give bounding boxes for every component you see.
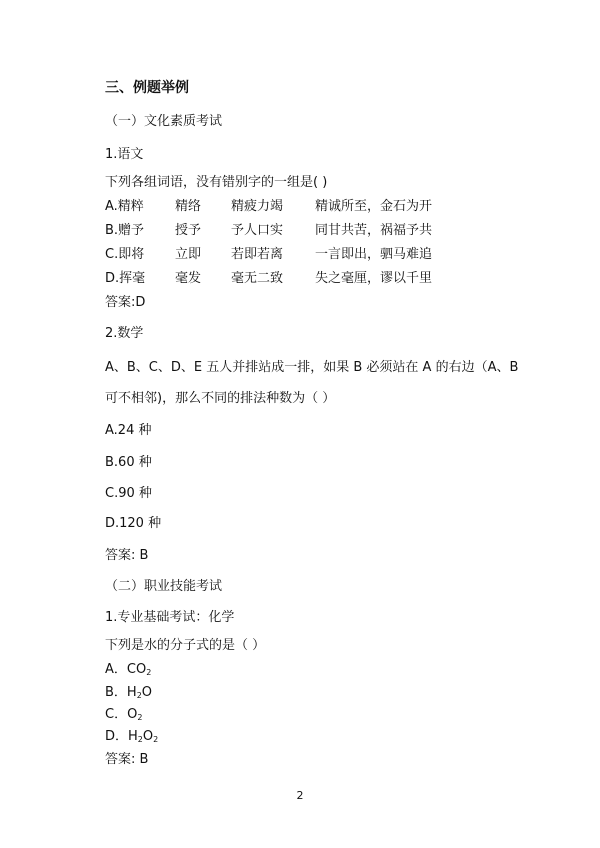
option-cell: 失之毫厘，谬以千里 <box>315 271 433 286</box>
option-cell: 精疲力竭 <box>231 199 284 214</box>
option-cell: 予人口实 <box>231 223 284 238</box>
option-cell: 精诚所至，金石为开 <box>315 199 433 214</box>
chemistry-option: C．$O_2$ <box>105 707 143 722</box>
subsection-title-skills: （二）职业技能考试 <box>105 579 223 594</box>
chemistry-question: 下列是水的分子式的是（ ） <box>105 638 266 653</box>
option-cell: A.精粹 <box>105 199 144 214</box>
option-cell: 毫无二致 <box>231 271 284 286</box>
chemistry-title: 1.专业基础考试：化学 <box>105 610 235 625</box>
chemistry-option: B．$H_2O$ <box>105 685 153 700</box>
math-option: D.120 种 <box>105 516 162 531</box>
chinese-title: 1.语文 <box>105 147 144 162</box>
option-cell: 精络 <box>175 199 202 214</box>
option-cell: 毫发 <box>175 271 202 286</box>
option-cell: 一言即出，驷马难追 <box>315 247 433 262</box>
subsection-title-culture: （一）文化素质考试 <box>105 114 223 129</box>
math-option: B.60 种 <box>105 455 152 470</box>
option-cell: C.即将 <box>105 247 145 262</box>
math-option: A.24 种 <box>105 423 152 438</box>
option-cell: 立即 <box>175 247 202 262</box>
math-answer: 答案: B <box>105 548 149 563</box>
math-option: C.90 种 <box>105 486 152 501</box>
math-question-line1: A、B、C、D、E 五人并排站成一排，如果 B 必须站在 A 的右边（A、B <box>105 360 519 375</box>
page-number: 2 <box>296 789 304 802</box>
chinese-answer: 答案:D <box>105 295 146 310</box>
chemistry-option: D．$H_2O_2$ <box>105 729 159 744</box>
option-cell: B.赠予 <box>105 223 145 238</box>
chemistry-answer: 答案: B <box>105 752 149 767</box>
chinese-question: 下列各组词语，没有错别字的一组是( ) <box>105 175 328 190</box>
math-question-line2: 可不相邻)，那么不同的排法种数为（ ） <box>105 391 336 406</box>
option-cell: 同甘共苦，祸福予共 <box>315 223 433 238</box>
option-cell: 授予 <box>175 223 202 238</box>
math-title: 2.数学 <box>105 326 144 341</box>
option-cell: D.挥毫 <box>105 271 146 286</box>
section-heading: 三、例题举例 <box>105 80 189 96</box>
option-cell: 若即若离 <box>231 247 284 262</box>
chemistry-option: A．$CO_2$ <box>105 662 152 677</box>
